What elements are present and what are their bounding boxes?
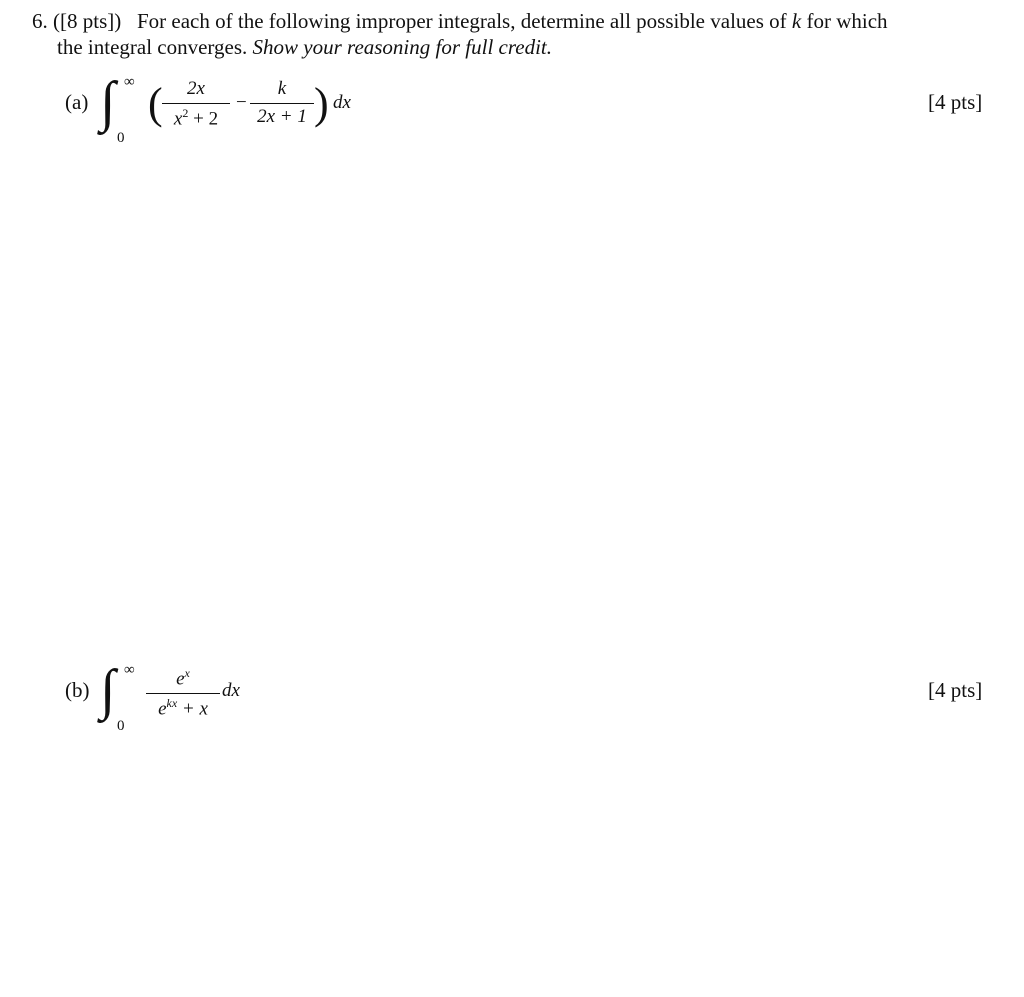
part-a-label: (a) xyxy=(65,90,89,114)
fraction-a2-numerator: k xyxy=(250,78,314,104)
upper-limit-b: ∞ xyxy=(124,662,135,678)
fraction-b-numerator xyxy=(146,666,220,694)
fraction-a1-denominator xyxy=(162,104,230,130)
variable-k: k xyxy=(791,9,802,33)
fraction-b-denominator xyxy=(146,694,220,720)
den-a1-exp: 2 xyxy=(182,106,189,120)
problem-text-2: the integral converges. xyxy=(57,35,248,59)
lower-limit-a: 0 xyxy=(117,130,125,146)
num-b-exp: x xyxy=(184,666,190,680)
num-b-base: e xyxy=(176,668,185,690)
den-a1-base: x xyxy=(173,108,183,130)
lower-limit-b: 0 xyxy=(117,718,125,734)
problem-text-end: for which xyxy=(806,9,888,33)
fraction-b xyxy=(146,666,220,721)
right-paren-a: ) xyxy=(314,79,329,128)
fraction-a1-numerator: 2x xyxy=(162,78,230,104)
integral-sign-b: ∫ xyxy=(100,659,116,721)
fraction-a2 xyxy=(250,78,314,128)
left-paren-a: ( xyxy=(148,79,163,128)
fraction-a1 xyxy=(162,78,230,130)
part-a-points: [4 pts] xyxy=(928,90,983,114)
instruction-italic: Show your reasoning for full credit. xyxy=(252,35,552,59)
problem-text: For each of the following improper integrals, determine all possible values of xyxy=(136,9,787,33)
minus-sign-a: − xyxy=(236,92,247,113)
upper-limit-a: ∞ xyxy=(124,74,135,90)
problem-number: 6. xyxy=(32,9,48,33)
problem-points: ([8 pts]) xyxy=(53,9,122,33)
part-b-points: [4 pts] xyxy=(928,678,983,702)
integral-sign-a: ∫ xyxy=(100,71,116,133)
fraction-a2-denominator: 2x + 1 xyxy=(257,106,307,127)
problem-statement-line1 xyxy=(32,8,888,34)
den-b-rest: + x xyxy=(177,698,208,720)
problem-statement-line2 xyxy=(57,34,552,60)
dx-b: dx xyxy=(222,680,240,701)
dx-a: dx xyxy=(333,92,351,113)
part-a xyxy=(0,72,1024,152)
den-b-exp: kx xyxy=(166,696,178,711)
part-b xyxy=(0,660,1024,740)
part-b-label: (b) xyxy=(65,678,90,702)
den-b-base: e xyxy=(158,698,167,720)
den-a1-rest: + 2 xyxy=(188,108,219,130)
